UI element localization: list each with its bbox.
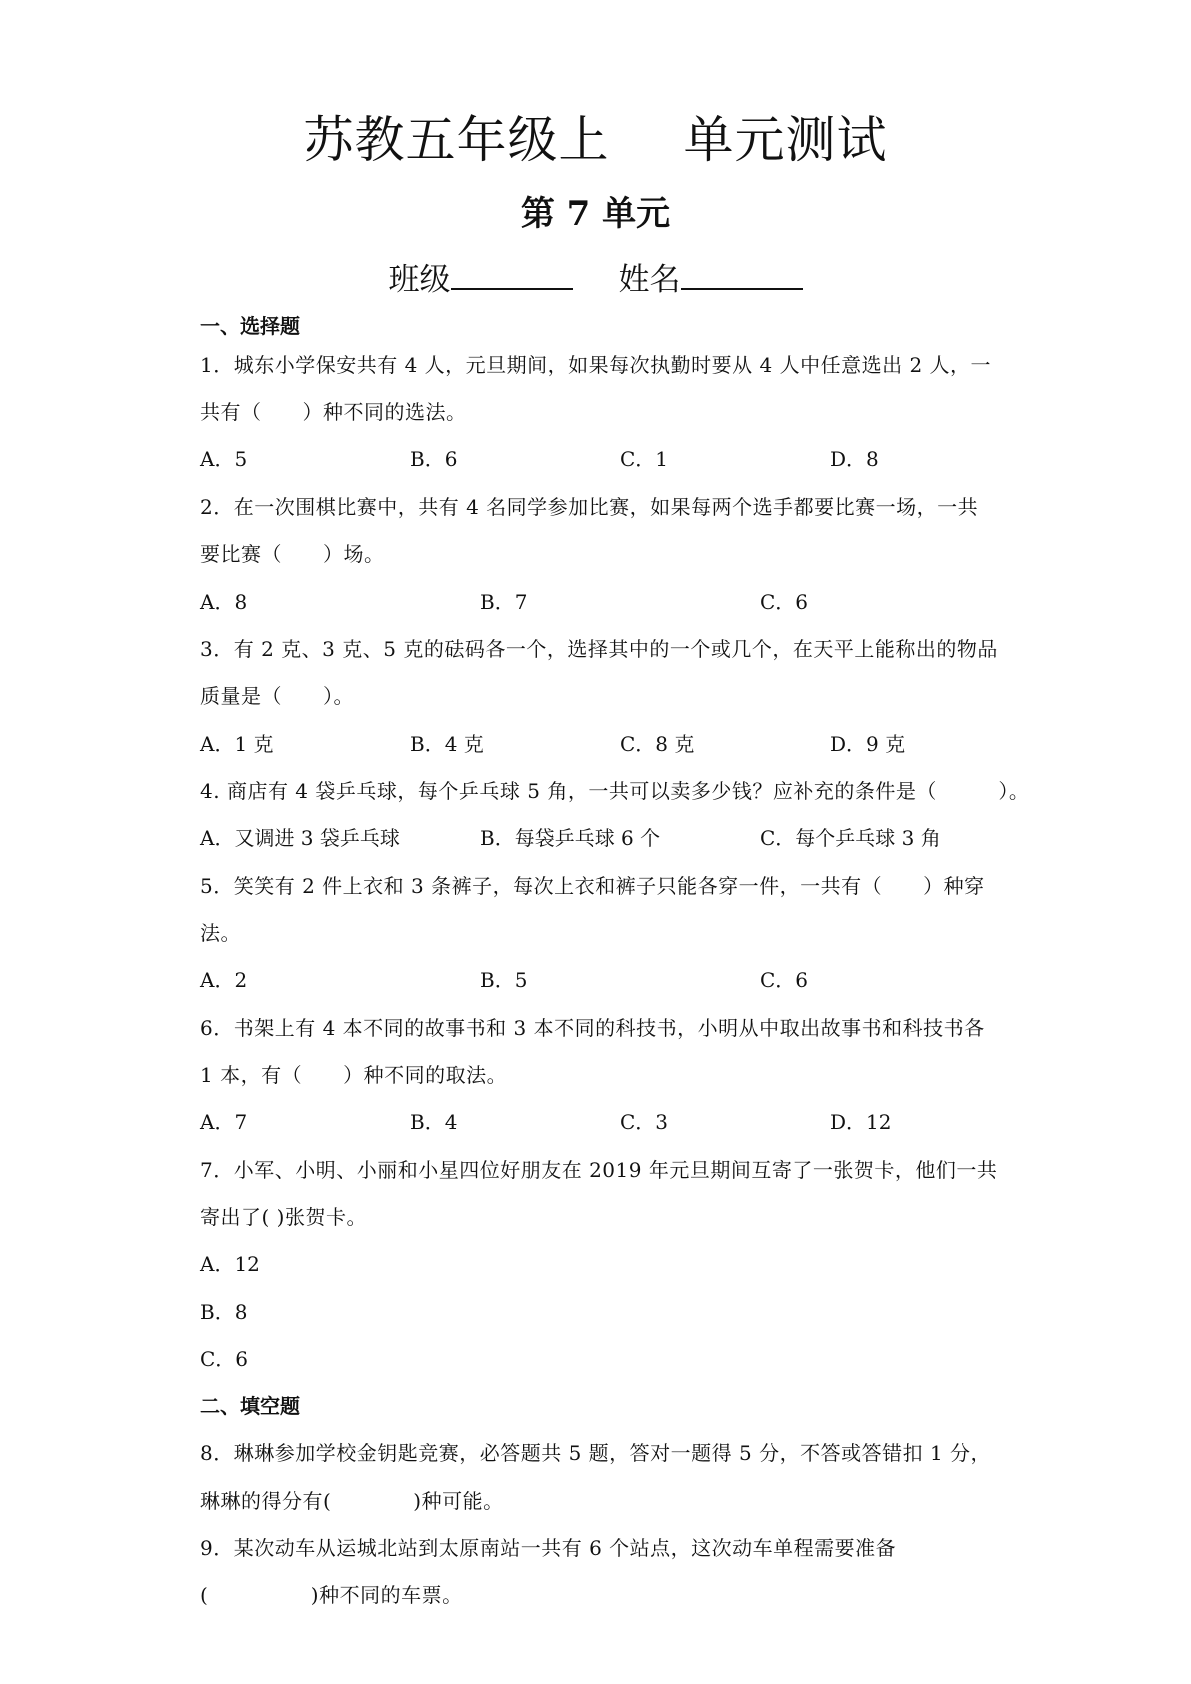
question-3-options <box>200 729 1000 759</box>
question-7-option-a-row <box>200 1249 1000 1279</box>
option-b[interactable]: B．8 <box>200 1300 248 1324</box>
option-a[interactable]: A．5 <box>200 447 248 471</box>
question-9-line-1: 9．某次动车从运城北站到太原南站一共有 6 个站点，这次动车单程需要准备 <box>200 1536 897 1560</box>
question-3-line-1: 3．有 2 克、3 克、5 克的砝码各一个，选择其中的一个或几个，在天平上能称出的物品 <box>200 637 998 661</box>
name-blank[interactable] <box>681 258 803 290</box>
option-b[interactable]: B．6 <box>410 447 458 471</box>
option-b[interactable]: B．4 <box>410 1110 458 1134</box>
option-b[interactable]: B．5 <box>480 968 528 992</box>
option-b[interactable]: B．7 <box>480 590 528 614</box>
question-5-options <box>200 965 1000 995</box>
option-c[interactable]: C．6 <box>760 968 809 992</box>
question-2-options <box>200 587 1000 617</box>
question-4-line-1: 4. 商店有 4 袋乒乓球，每个乒乓球 5 角，一共可以卖多少钱？应补充的条件是（ ）。 <box>200 779 1030 803</box>
question-4-options <box>200 823 1000 853</box>
question-6-line-2: 1 本，有（ ）种不同的取法。 <box>200 1063 508 1087</box>
question-8-line-2: 琳琳的得分有( )种可能。 <box>200 1489 504 1513</box>
option-d[interactable]: D．12 <box>830 1110 892 1134</box>
question-1-line-2: 共有（ ）种不同的选法。 <box>200 400 467 424</box>
name-label: 姓名 <box>618 262 681 298</box>
option-a[interactable]: A．7 <box>200 1110 248 1134</box>
question-3-line-2: 质量是（ ）。 <box>200 684 354 708</box>
option-b[interactable]: B．4 克 <box>410 732 484 756</box>
worksheet-title <box>0 108 1191 172</box>
question-7-option-c-row <box>200 1344 1000 1374</box>
title-right: 单元测试 <box>683 111 888 169</box>
question-6-options <box>200 1107 1000 1137</box>
question-1-options <box>200 444 1000 474</box>
question-2-line-1: 2．在一次围棋比赛中，共有 4 名同学参加比赛，如果每两个选手都要比赛一场，一共 <box>200 495 979 519</box>
question-5-line-1: 5．笑笑有 2 件上衣和 3 条裤子，每次上衣和裤子只能各穿一件，一共有（ ）种穿 <box>200 874 985 898</box>
question-9-line-2: ( )种不同的车票。 <box>200 1583 463 1607</box>
class-blank[interactable] <box>451 258 573 290</box>
option-d[interactable]: D．8 <box>830 447 879 471</box>
option-c[interactable]: C．6 <box>760 590 809 614</box>
question-6-line-1: 6．书架上有 4 本不同的故事书和 3 本不同的科技书，小明从中取出故事书和科技书各 <box>200 1016 985 1040</box>
option-b[interactable]: B．每袋乒乓球 6 个 <box>480 826 661 850</box>
option-c[interactable]: C．6 <box>200 1347 249 1371</box>
section-heading-fill: 二、填空题 <box>200 1394 300 1418</box>
option-a[interactable]: A．2 <box>200 968 248 992</box>
option-a[interactable]: A．12 <box>200 1252 260 1276</box>
title-left: 苏教五年级上 <box>303 111 610 169</box>
option-c[interactable]: C．1 <box>620 447 669 471</box>
question-8-line-1: 8．琳琳参加学校金钥匙竞赛，必答题共 5 题，答对一题得 5 分，不答或答错扣 1 分， <box>200 1441 992 1465</box>
section-heading-choice: 一、选择题 <box>200 314 300 338</box>
option-c[interactable]: C．8 克 <box>620 732 695 756</box>
option-c[interactable]: C．3 <box>620 1110 669 1134</box>
question-5-line-2: 法。 <box>200 921 241 945</box>
question-2-line-2: 要比赛（ ）场。 <box>200 542 385 566</box>
option-a[interactable]: A．又调进 3 袋乒乓球 <box>200 826 400 850</box>
question-7-option-b-row <box>200 1297 1000 1327</box>
question-7-line-2: 寄出了( )张贺卡。 <box>200 1205 367 1229</box>
question-7-line-1: 7．小军、小明、小丽和小星四位好朋友在 2019 年元旦期间互寄了一张贺卡，他们一共 <box>200 1158 998 1182</box>
unit-subtitle: 第 7 单元 <box>520 194 671 234</box>
option-a[interactable]: A．8 <box>200 590 248 614</box>
class-label: 班级 <box>388 262 451 298</box>
option-c[interactable]: C．每个乒乓球 3 角 <box>760 826 941 850</box>
student-info <box>0 258 1191 301</box>
question-1-line-1: 1．城东小学保安共有 4 人，元旦期间，如果每次执勤时要从 4 人中任意选出 2 人，一 <box>200 353 992 377</box>
option-d[interactable]: D．9 克 <box>830 732 906 756</box>
option-a[interactable]: A．1 克 <box>200 732 274 756</box>
